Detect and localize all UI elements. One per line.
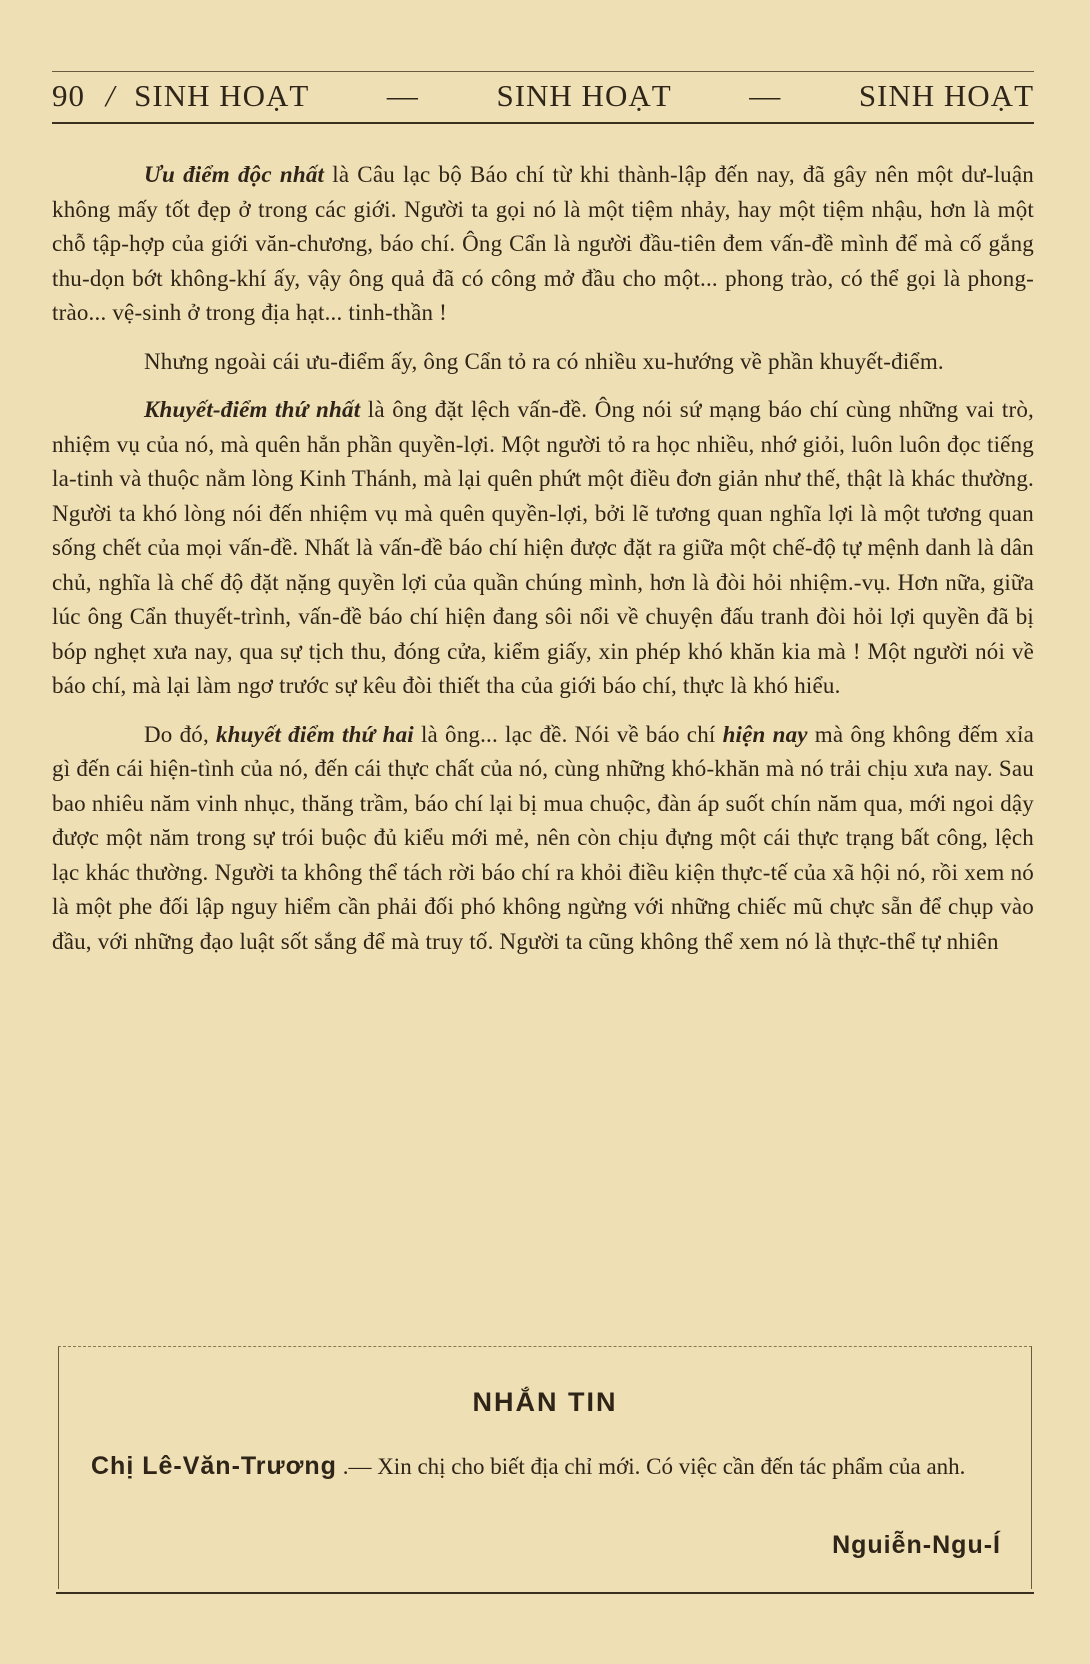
notice-title: NHẮN TIN [472, 1387, 618, 1417]
emphasis-phrase: Ưu điểm độc nhất [144, 162, 325, 187]
section-title-1: SINH HOẠT [134, 78, 310, 113]
paragraph-text: Nhưng ngoài cái ưu-điểm ấy, ông Cẩn tỏ ra có nhiều xu-hướng về phần khuyết-điểm. [144, 348, 944, 374]
notice-box [58, 1346, 1032, 1589]
paragraph-2 [52, 345, 1034, 380]
header-dash-1: — [386, 78, 419, 113]
paragraph-1 [52, 158, 1034, 331]
emphasis-phrase: khuyết điểm thứ hai [215, 721, 414, 747]
running-header [52, 78, 1034, 114]
emphasis-phrase: Khuyết-điểm thứ nhất [144, 397, 361, 422]
paragraph-text: là Câu lạc bộ Báo chí từ khi thành-lập đến nay, đã gây nên một dư-luận không mấy tốt đẹp ở trong các giới. Người ta gọi nó là một tiệm nhảy, hay một tiệm nhậu, hơn là một chỗ tập-hợp của giới văn-chương, báo chí. Ông Cẩn là người đầu-tiên đem vấn-đề mình để mà cố gắng thu-dọn bớt không-khí ấy, vậy ông quả đã có công mở đầu cho một... phong trào, có thể gọi là phong-trào... vệ-sinh ở trong địa hạt... tinh-thần ! [52, 162, 1034, 325]
paragraph-text: mà ông không đếm xỉa gì đến cái hiện-tình của nó, đến cái thực chất của nó, cùng những khó-khăn mà nó trải chịu xưa nay. Sau bao nhiêu năm vinh nhục, thăng trầm, báo chí lại bị mua chuộc, đàn áp suốt chín năm qua, mới ngoi dậy được một năm trong sự trói buộc đủ kiểu mới mẻ, nên còn chịu đựng một cái thực trạng bất công, lệch lạc khác thường. Người ta không thể tách rời báo chí ra khỏi điều kiện thực-tế của xã hội nó, rồi xem nó là một phe đối lập nguy hiểm cần phải đối phó không ngừng với những chiếc mũ chực sẵn để chụp vào đầu, với những đạo luật sốt sắng để mà truy tố. Người ta cũng không thể xem nó là thực-thể tự nhiên [52, 721, 1034, 954]
notice-message [91, 1447, 1001, 1486]
notice-recipient: Chị Lê-Văn-Trương [91, 1452, 337, 1480]
paragraph-text: là ông đặt lệch vấn-đề. Ông nói sứ mạng báo chí cùng những vai trò, nhiệm vụ của nó, mà quên hẳn phần quyền-lợi. Một người tỏ ra học nhiều, nhớ giỏi, luôn luôn đọc tiếng la-tinh và thuộc nằm lòng Kinh Thánh, mà lại quên phứt một điều đơn giản như thế, thật là khác thường. Người ta khó lòng nói đến nhiệm vụ mà quên quyền-lợi, bởi lẽ tương quan nghĩa lợi là một tương quan sống chết của mọi vấn-đề. Nhất là vấn-đề báo chí hiện được đặt ra giữa một chế-độ tự mệnh danh là dân chủ, nghĩa là chế độ đặt nặng quyền lợi của quần chúng mình, hơn là đòi hỏi nhiệm.-vụ. Hơn nữa, giữa lúc ông Cẩn thuyết-trình, vấn-đề báo chí hiện đang sôi nổi về chuyện đấu tranh đòi hỏi lợi quyền đã bị bóp nghẹt xưa nay, qua sự tịch thu, đóng cửa, kiểm giấy, xin phép khó khăn kia mà ! Một người nói về báo chí, mà lại làm ngơ trước sự kêu đòi thiết tha của giới báo chí, thực là khó hiểu. [52, 397, 1034, 698]
page-number: 90 [52, 78, 85, 113]
article-body [52, 158, 1034, 973]
bottom-rule [56, 1592, 1034, 1594]
paragraph-4 [52, 718, 1034, 960]
paragraph-lead: Do đó, [144, 721, 216, 747]
header-bottom-rule [52, 122, 1034, 124]
notice-text: .— Xin chị cho biết địa chỉ mới. Có việc cần đến tác phẩm của anh. [336, 1454, 966, 1479]
notice-signature: Nguiễn-Ngu-Í [832, 1531, 1001, 1559]
paragraph-3 [52, 393, 1034, 704]
section-title-3: SINH HOẠT [858, 78, 1034, 113]
header-separator: / [105, 78, 116, 113]
header-dash-2: — [749, 78, 782, 113]
emphasis-phrase: hiện nay [722, 721, 808, 747]
section-title-2: SINH HOẠT [496, 78, 672, 113]
page-number-group [52, 78, 309, 114]
header-top-rule [52, 71, 1034, 72]
paragraph-text: là ông... lạc đề. Nói về báo chí [413, 721, 723, 747]
